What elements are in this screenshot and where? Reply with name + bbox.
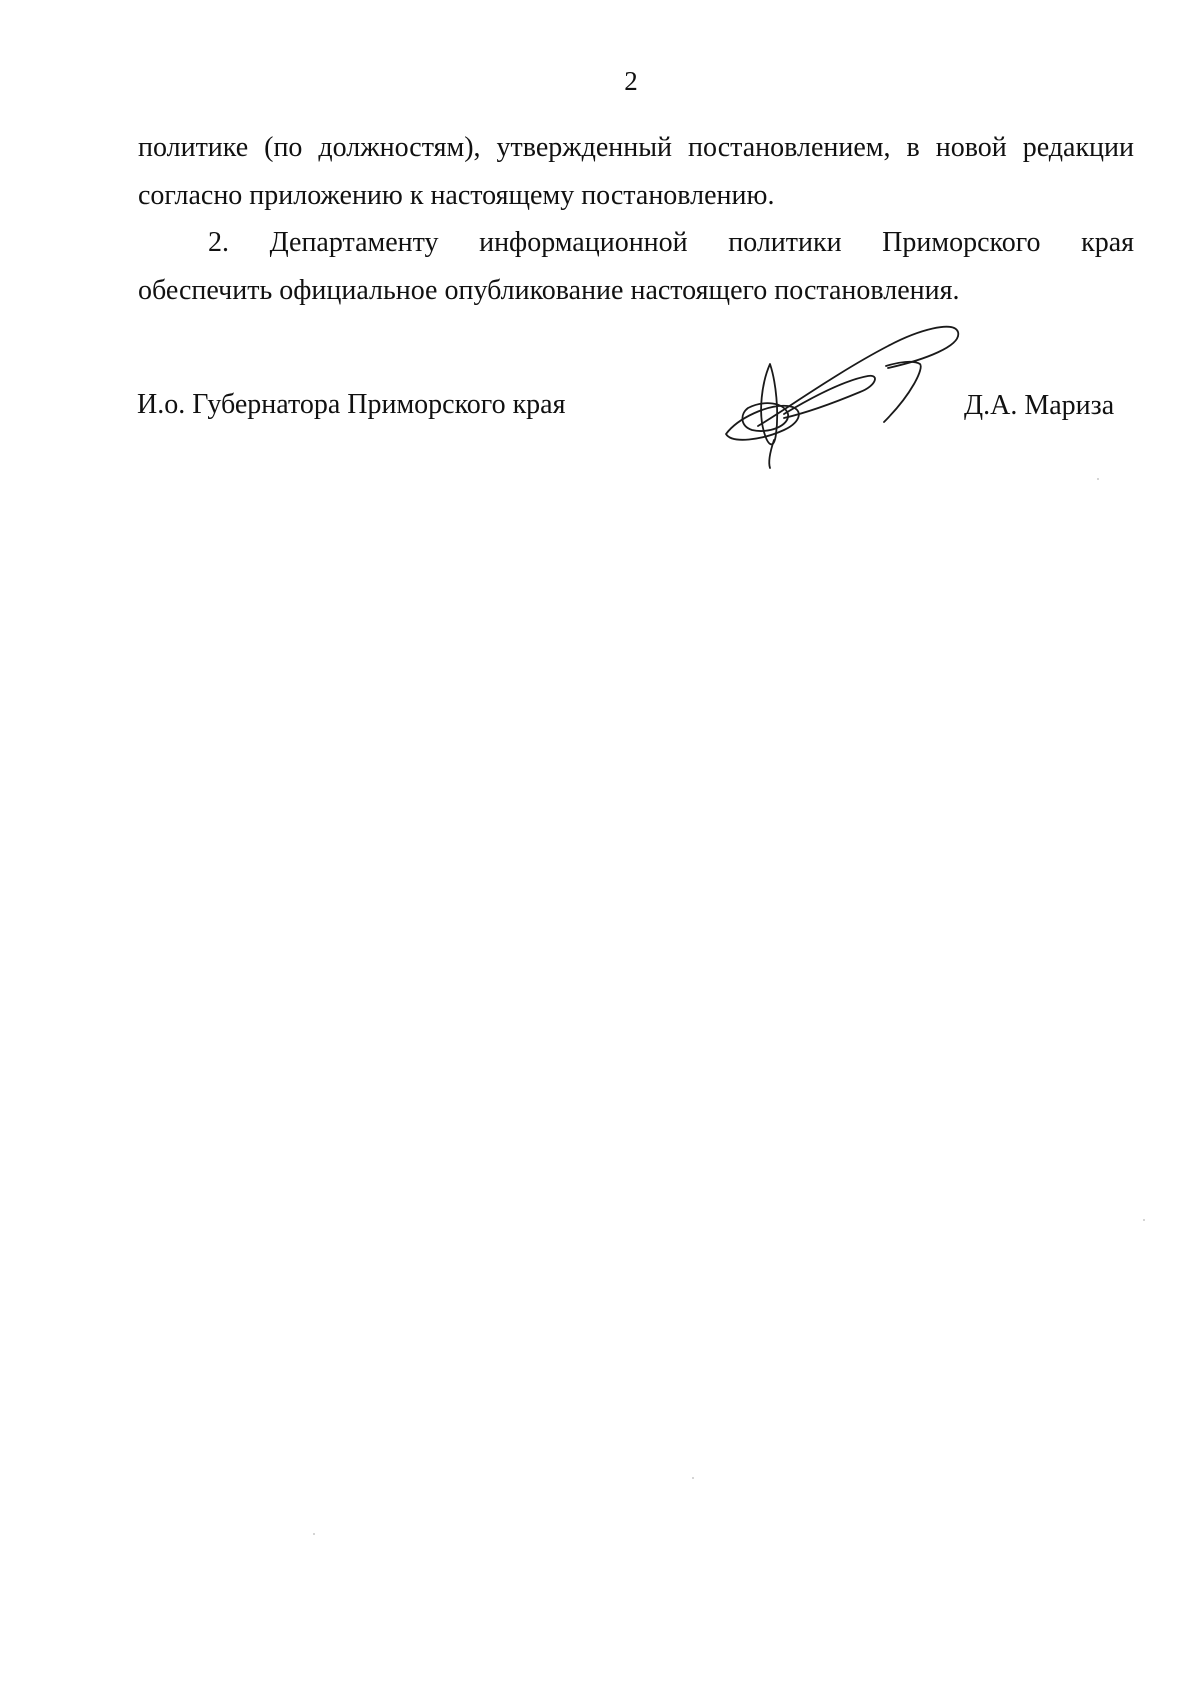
paragraph-2-line-2: обеспечить официальное опубликование настоящего постановления. — [138, 275, 960, 306]
scan-speck — [1097, 478, 1099, 480]
paragraph-1-line-1: политике (по должностям), утвержденный постановлением, в новой редакции — [138, 132, 1134, 163]
signatory-name: Д.А. Мариза — [964, 390, 1115, 421]
signatory-title: И.о. Губернатора Приморского края — [137, 389, 566, 420]
paragraph-2-line-1: 2. Департаменту информационной политики Приморского края — [208, 227, 1134, 258]
scan-speck — [313, 1533, 315, 1535]
paragraph-1-line-2: согласно приложению к настоящему постановлению. — [138, 180, 775, 211]
handwritten-signature — [718, 322, 978, 472]
paragraph-2 — [138, 219, 1134, 315]
scan-speck — [1143, 1219, 1145, 1221]
scan-speck — [692, 1477, 694, 1479]
page-number: 2 — [624, 66, 638, 96]
paragraph-1 — [138, 124, 1134, 220]
